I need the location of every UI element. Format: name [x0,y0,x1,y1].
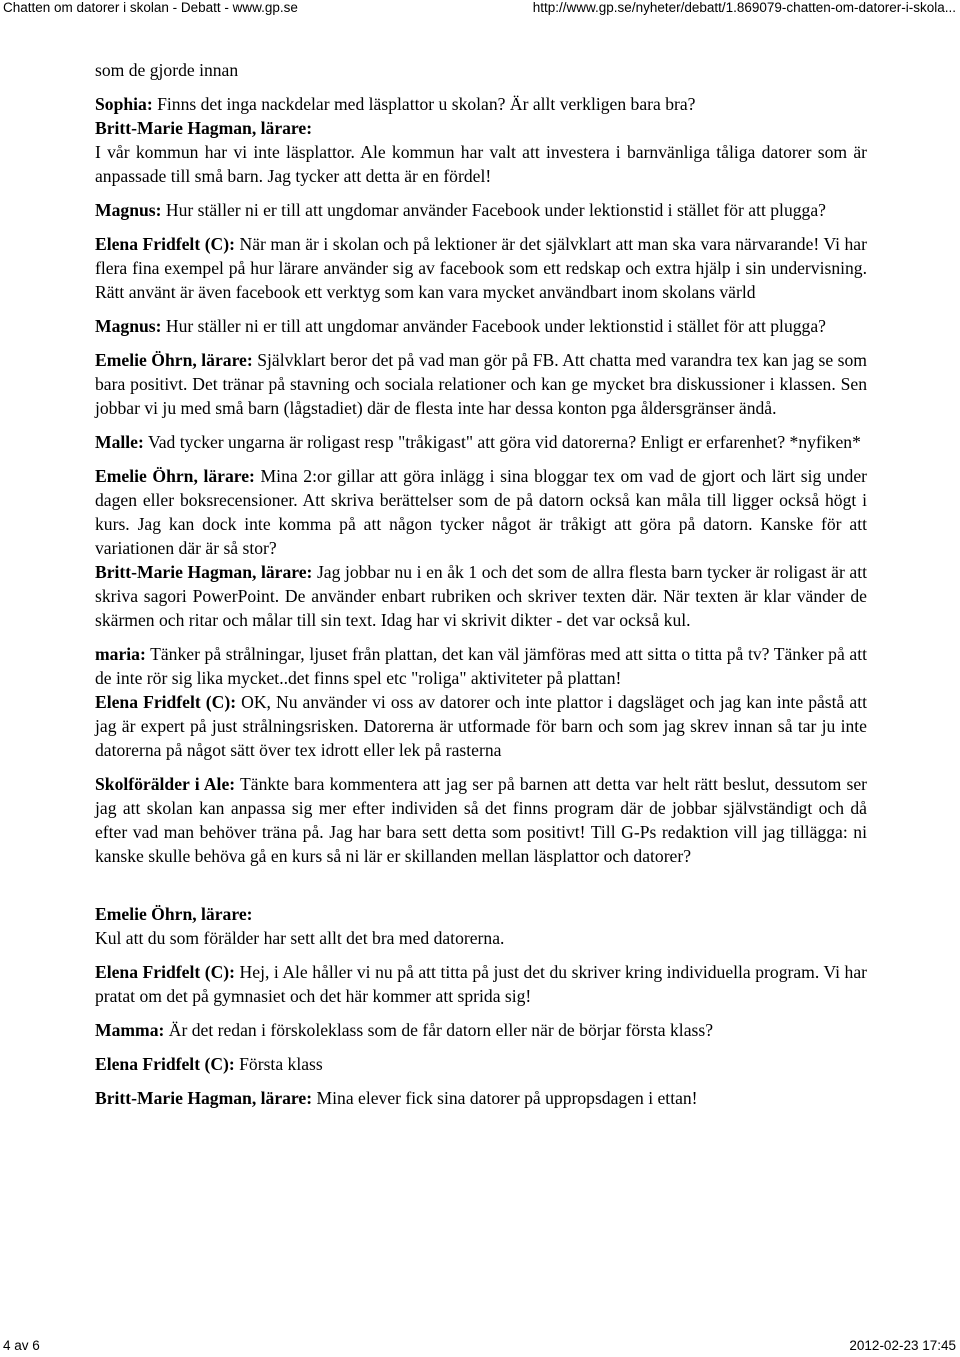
speaker-name: Britt-Marie Hagman, lärare: [95,562,313,582]
block-gap [95,1008,867,1018]
message-text: Hur ställer ni er till att ungdomar använder Facebook under lektionstid i stället för att plugga? [161,316,826,336]
message-text: Vad tycker ungarna är roligast resp "tråkigast" att göra vid datorerna? Enligt er erfarenhet? *nyfiken* [143,432,861,452]
chat-message [95,902,867,926]
block-gap [95,632,867,642]
block-gap [95,420,867,430]
page-number: 4 av 6 [3,1338,40,1353]
message-text: Första klass [234,1054,323,1074]
chat-transcript [95,58,867,1110]
speaker-name: Emelie Öhrn, lärare: [95,904,253,924]
message-text: Finns det inga nackdelar med läsplattor u skolan? Är allt verkligen bara bra? [152,94,696,114]
chat-message [95,92,867,116]
chat-message [95,198,867,222]
chat-message [95,430,867,454]
speaker-name: Elena Fridfelt (C): [95,234,235,254]
chat-message [95,1052,867,1076]
speaker-name: Mamma: [95,1020,165,1040]
speaker-name: Skolförälder i Ale: [95,774,236,794]
message-text: Hej, i Ale håller vi nu på att titta på just det du skriver kring individuella program. Vi har pratat om det på gymnasiet och det här kommer att sprida sig! [95,962,867,1006]
chat-message [95,690,867,762]
message-text: Hur ställer ni er till att ungdomar använder Facebook under lektionstid i stället för att plugga? [161,200,826,220]
chat-message [95,772,867,868]
print-footer [0,1329,960,1357]
speaker-name: Magnus: [95,200,162,220]
message-text: Mina 2:or gillar att göra inlägg i sina bloggar tex om vad de gjort och lärt sig under dagen eller boksrecensioner. Att skriva berättelser som de på datorn också kan måla till ligger också högt i kurs. Jag kan dock inte komma på att någon tycker något är tråkigt att göra på datorn. Kanske för att variationen där är så stor? [95,466,867,558]
message-text: OK, Nu använder vi oss av datorer och inte plattor i dagsläget och jag kan inte påstå att jag är expert på just strålningsrisken. Datorerna är utformade för barn och som jag skrev innan så tar ju inte datorerna på något sätt över tex idrott eller lek på rasterna [95,692,867,760]
chat-message [95,560,867,632]
block-gap [95,1076,867,1086]
speaker-name: Malle: [95,432,144,452]
speaker-name: Emelie Öhrn, lärare: [95,466,255,486]
message-text: Självklart beror det på vad man gör på FB. Att chatta med varandra tex kan jag se som bara positivt. Det tränar på stavning och sociala relationer och kan ge mycket bra diskussioner i klassen. Sen jobbar vi ju med små barn (lågstadiet) där de flesta inte har dessa konton pga åldersgränser ändå. [95,350,867,418]
chat-message [95,1086,867,1110]
speaker-name: Britt-Marie Hagman, lärare: [95,1088,313,1108]
block-gap [95,868,867,902]
block-gap [95,454,867,464]
message-text: I vår kommun har vi inte läsplattor. Ale kommun har valt att investera i barnvänliga tåliga datorer som är anpassade till små barn. Jag tycker att detta är en fördel! [95,142,867,186]
message-text: som de gjorde innan [95,60,239,80]
message-text: Kul att du som förälder har sett allt det bra med datorerna. [95,928,505,948]
print-header [0,0,960,30]
chat-message [95,926,867,950]
chat-message [95,1018,867,1042]
page-url: http://www.gp.se/nyheter/debatt/1.869079-chatten-om-datorer-i-skola... [532,0,956,15]
print-timestamp: 2012-02-23 17:45 [849,1338,956,1353]
chat-message [95,232,867,304]
speaker-name: Magnus: [95,316,162,336]
block-gap [95,222,867,232]
message-text: Tänker på strålningar, ljuset från plattan, det kan väl jämföras med att sitta o titta på tv? Tänker på att de inte rör sig lika mycket..det finns spel etc "roliga" aktiviteter på plattan! [95,644,867,688]
message-text: Mina elever fick sina datorer på uppropsdagen i ettan! [312,1088,698,1108]
chat-message [95,140,867,188]
block-gap [95,338,867,348]
speaker-name: Emelie Öhrn, lärare: [95,350,253,370]
speaker-name: Elena Fridfelt (C): [95,692,237,712]
message-text: Är det redan i förskoleklass som de får datorn eller när de börjar första klass? [164,1020,714,1040]
speaker-name: Elena Fridfelt (C): [95,962,236,982]
speaker-name: Britt-Marie Hagman, lärare: [95,118,313,138]
chat-message [95,58,867,82]
chat-message [95,464,867,560]
chat-message [95,314,867,338]
page-title: Chatten om datorer i skolan - Debatt - www.gp.se [3,0,298,15]
block-gap [95,762,867,772]
block-gap [95,950,867,960]
speaker-name: Elena Fridfelt (C): [95,1054,235,1074]
speaker-name: maria: [95,644,146,664]
block-gap [95,1042,867,1052]
chat-message [95,348,867,420]
block-gap [95,188,867,198]
message-text: När man är i skolan och på lektioner är det självklart att man ska vara närvarande! Vi har flera fina exempel på hur lärare använder sig av facebook som ett redskap och extra hjälp i sin undervisning. Rätt använt är även facebook ett verktyg som kan vara mycket användbart inom skolans värld [95,234,867,302]
message-text: Tänkte bara kommentera att jag ser på barnen att detta var helt rätt beslut, dessutom ser jag att skolan kan anpassa sig mer efter individen så det finns program där de jobbar självständigt och då efter vad man behöver träna på. Jag har bara sett detta som positivt! Till G-Ps redaktion vill jag tillägga: ni kanske skulle behöva gå en kurs så ni lär er skillanden mellan läsplattor och datorer? [95,774,867,866]
block-gap [95,304,867,314]
chat-message [95,116,867,140]
message-text: Jag jobbar nu i en åk 1 och det som de allra flesta barn tycker är roligast är att skriva sagori PowerPoint. De använder enbart rubriken och skriver texten där. När texten är klar vänder de skärmen och ritar och målar till sin text. Idag har vi skrivit dikter - det var också kul. [95,562,867,630]
speaker-name: Sophia: [95,94,153,114]
chat-message [95,642,867,690]
block-gap [95,82,867,92]
chat-message [95,960,867,1008]
